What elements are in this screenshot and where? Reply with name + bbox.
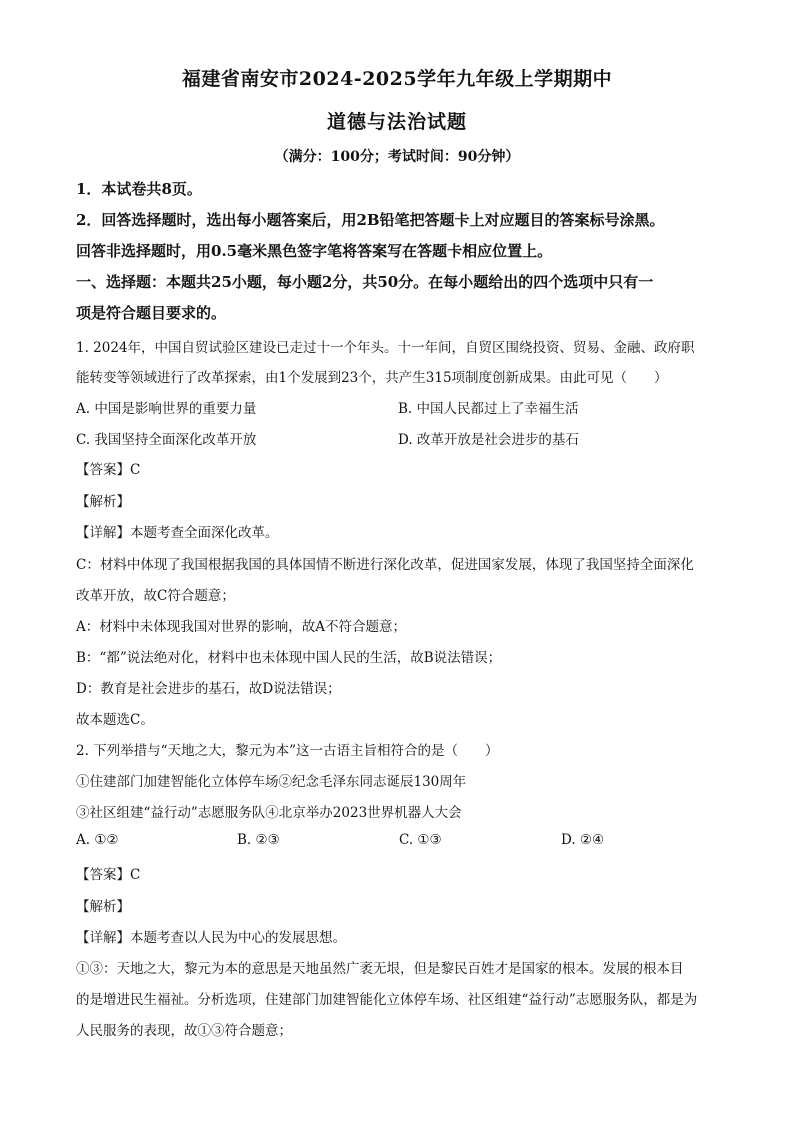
- instruction-3: 回答非选择题时，用0.5毫米黑色签字笔将答案写在答题卡相应位置上。: [76, 242, 553, 260]
- q1-explanation-line: 故本题选C。: [76, 712, 154, 728]
- q1-option-c: C. 我国坚持全面深化改革开放: [76, 432, 257, 448]
- q2-explanation-line: 的是增进民生福祉。分析选项，住建部门加建智能化立体停车场、社区组建“益行动”志愿服务队，都是为: [76, 992, 698, 1008]
- section-heading-line1: 一、选择题：本题共25小题，每小题2分，共50分。在每小题给出的四个选项中只有一: [76, 273, 654, 291]
- q1-explanation-line: B：“都”说法绝对化，材料中也未体现中国人民的生活，故B说法错误；: [76, 650, 502, 666]
- q2-items-line1: ①住建部门加建智能化立体停车场②纪念毛泽东同志诞辰130周年: [76, 774, 467, 790]
- q2-answer: 【答案】C: [76, 867, 141, 883]
- q1-explanation-line: 改革开放，故C符合题意；: [76, 588, 235, 604]
- q1-stem-line2: 能转变等领域进行了改革探索，由1个发展到23个，共产生315项制度创新成果。由此可见（ ）: [76, 370, 668, 386]
- q2-option-a: A. ①②: [76, 832, 119, 848]
- section-heading-line2: 项是符合题目要求的。: [76, 304, 227, 322]
- q1-answer: 【答案】C: [76, 462, 141, 478]
- q2-explanation-line: ①③：天地之大，黎元为本的意思是天地虽然广袤无垠，但是黎民百姓才是国家的根本。发展的根本目: [76, 961, 684, 977]
- q2-option-c: C. ①③: [399, 832, 442, 848]
- q1-option-b: B. 中国人民都过上了幸福生活: [398, 401, 579, 417]
- instruction-2: 2．回答选择题时，选出每小题答案后，用2B铅笔把答题卡上对应题目的答案标号涂黑。: [76, 211, 665, 229]
- q2-analysis-label: 【解析】: [76, 899, 130, 915]
- q2-items-line2: ③社区组建“益行动”志愿服务队④北京举办2023世界机器人大会: [76, 805, 462, 821]
- q2-explanation-line: 人民服务的表现，故①③符合题意；: [76, 1023, 292, 1039]
- q1-analysis-label: 【解析】: [76, 494, 130, 510]
- q1-option-d: D. 改革开放是社会进步的基石: [398, 432, 579, 448]
- q2-option-b: B. ②③: [237, 832, 280, 848]
- q1-option-a: A. 中国是影响世界的重要力量: [76, 401, 257, 417]
- q2-option-d: D. ②④: [561, 832, 605, 848]
- exam-meta: （满分：100分；考试时间：90分钟）: [274, 149, 520, 165]
- q1-detail: 【详解】本题考查全面深化改革。: [76, 525, 279, 541]
- instruction-1: 1．本试卷共8页。: [76, 180, 202, 198]
- exam-subject: 道德与法治试题: [326, 111, 467, 133]
- q1-explanation-line: C：材料中体现了我国根据我国的具体国情不断进行深化改革，促进国家发展，体现了我国坚持全面深化: [76, 557, 694, 573]
- q1-explanation-line: A：材料中未体现我国对世界的影响，故A不符合题意；: [76, 619, 406, 635]
- q1-stem-line1: 1. 2024年，中国自贸试验区建设已走过十一个年头。十一年间，自贸区围绕投资、贸易、金融、政府职: [76, 340, 695, 356]
- q2-detail: 【详解】本题考查以人民为中心的发展思想。: [76, 930, 346, 946]
- q2-stem: 2. 下列举措与“天地之大，黎元为本”这一古语主旨相符合的是（ ）: [76, 743, 499, 759]
- exam-title: 福建省南安市2024-2025学年九年级上学期期中: [181, 68, 613, 90]
- q1-explanation-line: D：教育是社会进步的基石，故D说法错误；: [76, 681, 341, 697]
